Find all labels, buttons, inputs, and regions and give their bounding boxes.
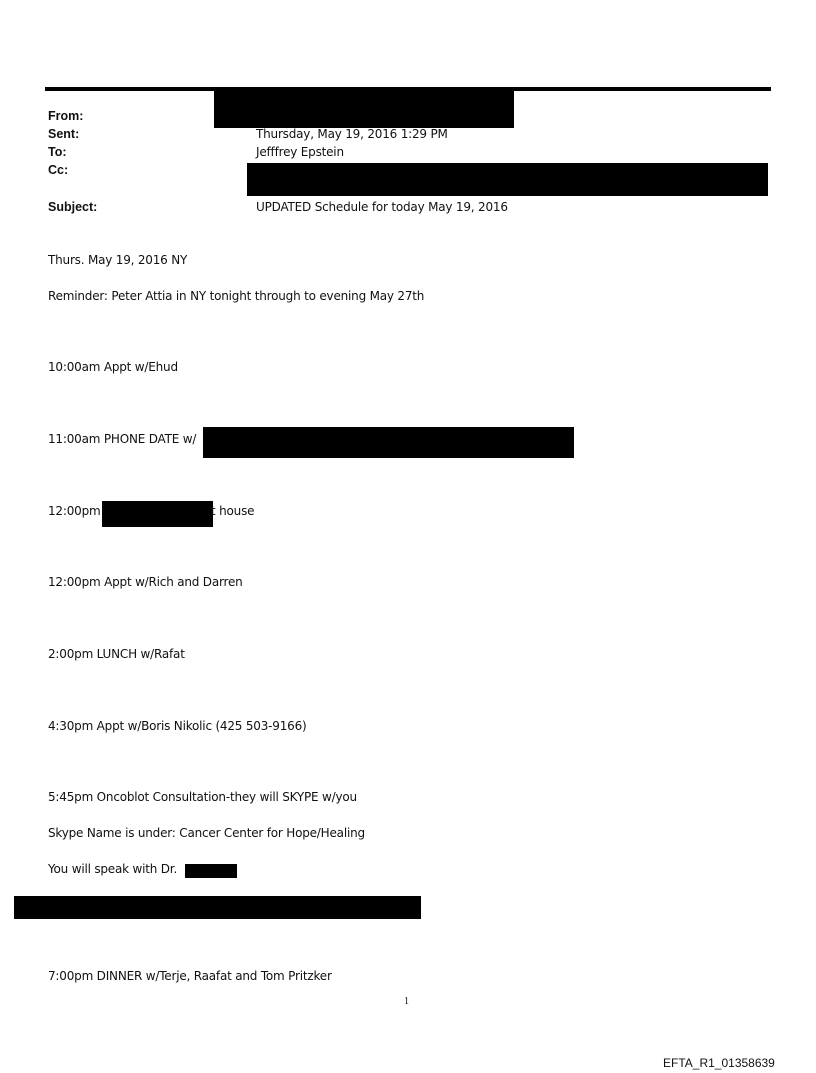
sent-value: Thursday, May 19, 2016 1:29 PM bbox=[256, 127, 448, 141]
cc-label: Cc: bbox=[48, 163, 69, 177]
schedule-item-545: 5:45pm Oncoblot Consultation-they will SKYPE w/you bbox=[48, 790, 357, 804]
schedule-item-1100: 11:00am PHONE DATE w/ bbox=[48, 432, 197, 446]
schedule-item-1200b: 12:00pm Appt w/Rich and Darren bbox=[48, 575, 243, 589]
schedule-item-1000: 10:00am Appt w/Ehud bbox=[48, 360, 178, 374]
subject-value: UPDATED Schedule for today May 19, 2016 bbox=[256, 200, 508, 214]
doctor-name-redaction bbox=[185, 864, 237, 878]
schedule-item-1200a-time: 12:00pm bbox=[48, 504, 101, 518]
to-value: Jefffrey Epstein bbox=[256, 145, 344, 159]
speak-line: You will speak with Dr. bbox=[48, 862, 178, 876]
schedule-item-1200a-rest: t house bbox=[211, 504, 255, 518]
schedule-item-700: 7:00pm DINNER w/Terje, Raafat and Tom Pritzker bbox=[48, 969, 332, 983]
skype-line: Skype Name is under: Cancer Center for Hope/Healing bbox=[48, 826, 365, 840]
schedule-item-200: 2:00pm LUNCH w/Rafat bbox=[48, 647, 185, 661]
reminder-line: Reminder: Peter Attia in NY tonight through to evening May 27th bbox=[48, 289, 425, 303]
line-redaction bbox=[14, 896, 421, 919]
from-redaction bbox=[214, 90, 514, 128]
cc-redaction bbox=[247, 163, 768, 196]
to-label: To: bbox=[48, 145, 67, 159]
date-line: Thurs. May 19, 2016 NY bbox=[48, 253, 188, 267]
phone-date-redaction bbox=[203, 427, 574, 458]
page-number: 1 bbox=[404, 996, 409, 1007]
sent-label: Sent: bbox=[48, 127, 80, 141]
subject-label: Subject: bbox=[48, 200, 98, 214]
document-id: EFTA_R1_01358639 bbox=[663, 1056, 775, 1070]
schedule-item-430: 4:30pm Appt w/Boris Nikolic (425 503-9166) bbox=[48, 719, 307, 733]
house-redaction bbox=[102, 501, 213, 527]
from-label: From: bbox=[48, 109, 84, 123]
